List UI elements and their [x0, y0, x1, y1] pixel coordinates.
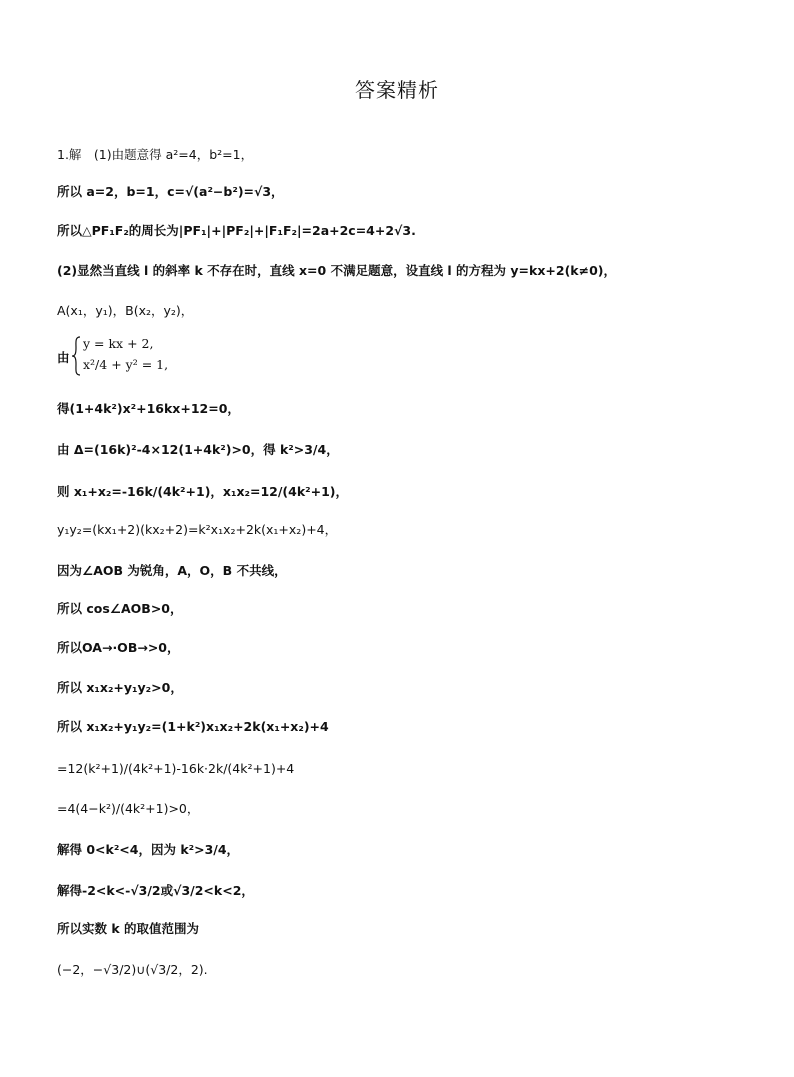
line-3: 所以△PF₁F₂的周长为|PF₁|+|PF₂|+|F₁F₂|=2a+2c=4+2√3. [57, 223, 416, 238]
line-18: 解得-2<k<-√3/2或√3/2<k<2， [57, 883, 254, 898]
line-4: (2)显然当直线 l 的斜率 k 不存在时，直线 x=0 不满足题意，设直线 l 的方程为 y=kx+2(k≠0)， [57, 263, 616, 278]
line-20: (−2，−√3/2)∪(√3/2，2). [57, 962, 208, 977]
page-title: 答案精析 [355, 78, 439, 102]
line-8: 则 x₁+x₂=-16k/(4k²+1)，x₁x₂=12/(4k²+1)， [57, 484, 349, 499]
left-brace-icon [71, 336, 81, 376]
line-5: A(x₁，y₁)，B(x₂，y₂)， [57, 303, 194, 318]
line-9: y₁y₂=(kx₁+2)(kx₂+2)=k²x₁x₂+2k(x₁+x₂)+4， [57, 522, 338, 537]
line-19: 所以实数 k 的取值范围为 [57, 921, 200, 936]
system-equation-1: y = kx + 2, [83, 336, 154, 351]
line-16: =4(4−k²)/(4k²+1)>0， [57, 801, 200, 816]
line-1: 1.解 (1)由题意得 a²=4，b²=1， [57, 147, 254, 162]
system-lead: 由 [57, 350, 70, 365]
line-2: 所以 a=2，b=1，c=√(a²−b²)=√3， [57, 184, 284, 199]
line-11: 所以 cos∠AOB>0， [57, 601, 183, 616]
line-14: 所以 x₁x₂+y₁y₂=(1+k²)x₁x₂+2k(x₁+x₂)+4 [57, 719, 329, 734]
line-10: 因为∠AOB 为锐角，A，O，B 不共线， [57, 563, 287, 578]
line-15: =12(k²+1)/(4k²+1)-16k·2k/(4k²+1)+4 [57, 761, 295, 776]
line-7: 由 Δ=(16k)²-4×12(1+4k²)>0，得 k²>3/4， [57, 442, 339, 457]
system-equation-2: x²/4 + y² = 1, [83, 357, 169, 372]
line-17: 解得 0<k²<4，因为 k²>3/4， [57, 842, 240, 857]
line-13: 所以 x₁x₂+y₁y₂>0， [57, 680, 183, 695]
line-12: 所以OA→·OB→>0， [57, 640, 180, 655]
line-6: 得(1+4k²)x²+16kx+12=0， [57, 401, 240, 416]
